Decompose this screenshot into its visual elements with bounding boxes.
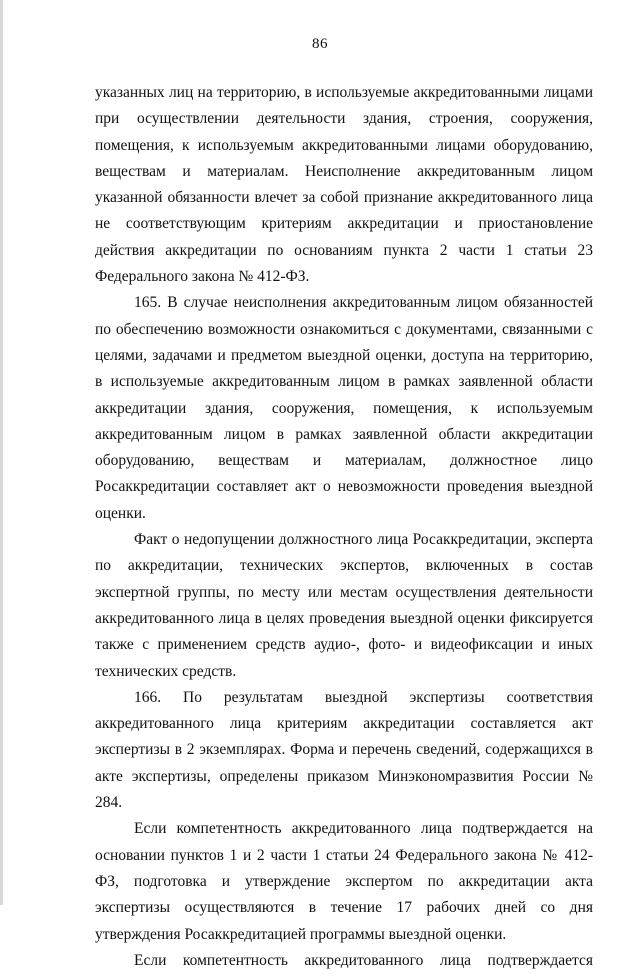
page-number: 86 [312,36,328,52]
paragraph-continuation: указанных лиц на территорию, в используемые аккредитованными лицами при осуществлении деятельности здания, строения, сооружения, помещения, к используемым аккредитованными лицами оборудованию, веществам и материалам. Неисполнение аккредитованным лицом указанной обязанности влечет за собой признание аккредитованного лица не соответствующим критериям аккредитации и приостановление действия аккредитации по основаниям пункта 2 части 1 статьи 23 Федерального закона № 412-ФЗ. [95,84,593,286]
document-body [95,80,593,974]
paragraph-item-166: 166. По результатам выездной экспертизы соответствия аккредитованного лица критериям аккредитации составляется акт экспертизы в 2 экземплярах. Форма и перечень сведений, содержащихся в акте экспертизы, определены приказом Минэкономразвития России № 284. [95,688,593,812]
paragraph-item-165: 165. В случае неисполнения аккредитованным лицом обязанностей по обеспечению возможности ознакомиться с документами, связанными с целями, задачами и предметом выездной оценки, доступа на территорию, в используемые аккредитованным лицом в рамках заявленной области аккредитации здания, сооружения, помещения, к используемым аккредитованным лицом в рамках заявленной области аккредитации оборудованию, веществам и материалам, должностное лицо Росаккредитации составляет акт о невозможности проведения выездной оценки. [95,294,593,522]
scan-edge [0,0,3,905]
paragraph-competence-confirmed-1: Если компетентность аккредитованного лица подтверждается на основании пунктов 1 и 2 части 1 статьи 24 Федерального закона № 412-ФЗ, подготовка и утверждение экспертом по аккредитации акта экспертизы осуществляются в течение 17 рабочих дней со дня утверждения Росаккредитацией программы выездной оценки. [95,820,593,943]
paragraph-denial-of-access: Факт о недопущении должностного лица Росаккредитации, эксперта по аккредитации, технических экспертов, включенных в состав экспертной группы, по месту или местам осуществления деятельности аккредитованного лица в целях проведения выездной оценки фиксируется также с применением средств аудио-, фото- и видеофиксации и иных технических средств. [95,531,593,680]
paragraph-competence-confirmed-2: Если компетентность аккредитованного лица подтверждается [134,951,593,969]
